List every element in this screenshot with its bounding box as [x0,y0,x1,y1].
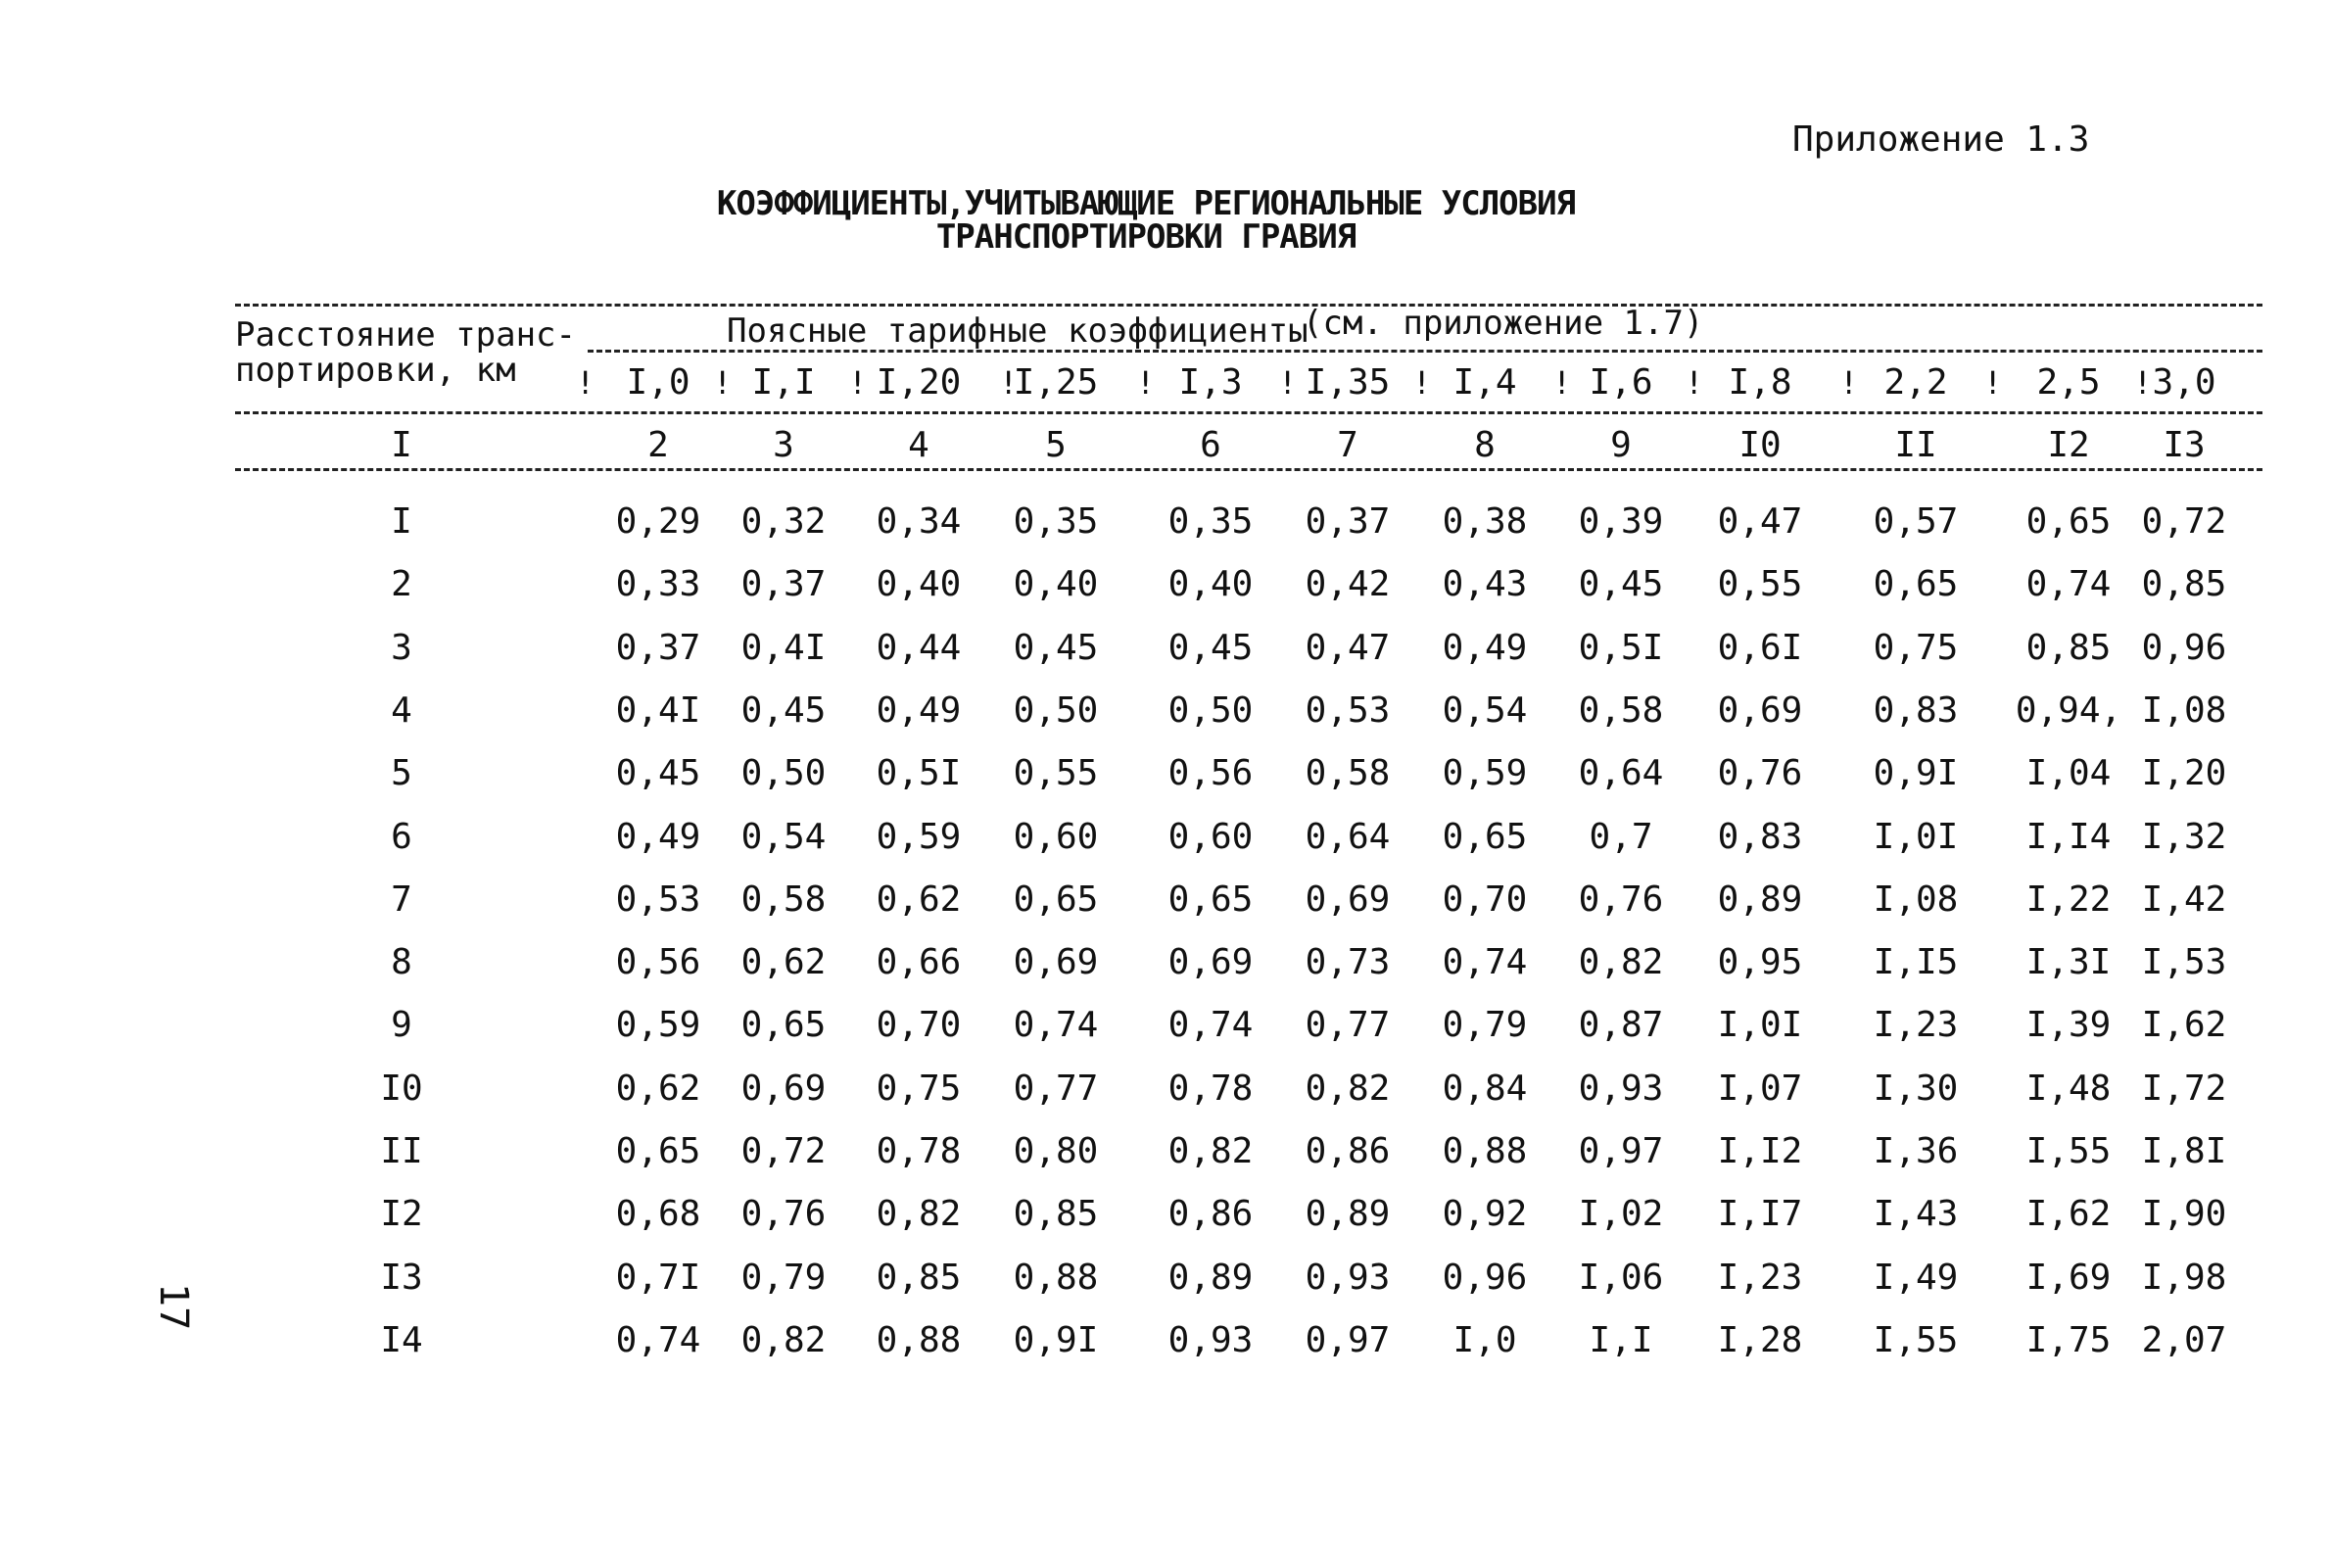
value-cell: 0,68 [615,1194,701,1235]
coefficient-header-cell: I,0 [626,362,690,403]
value-cell: I,07 [1717,1068,1803,1109]
value-cell: 0,69 [740,1068,827,1109]
value-cell: 0,45 [1013,627,1099,668]
distance-cell: I [391,501,412,542]
value-cell: 0,45 [615,753,701,794]
column-separator: ! [1552,364,1572,402]
value-cell: I,32 [2141,816,2227,857]
value-cell: 0,88 [876,1319,962,1360]
value-cell: 0,50 [1167,689,1254,731]
value-cell: I,42 [2141,879,2227,920]
value-cell: 0,55 [1717,564,1803,605]
value-cell: 0,85 [1013,1194,1099,1235]
value-cell: 0,82 [876,1194,962,1235]
value-cell: 0,78 [876,1131,962,1171]
header-group-label: Поясные тарифные коэффициенты [727,311,1309,351]
coefficient-header-cell: I,35 [1305,362,1391,403]
value-cell: 0,76 [1578,879,1664,920]
value-cell: 0,33 [615,564,701,605]
column-separator: ! [576,364,595,402]
value-cell: I,72 [2141,1068,2227,1109]
value-cell: 0,69 [1305,879,1391,920]
coefficient-header-cell: 3,0 [2152,362,2216,403]
distance-cell: I0 [380,1068,423,1109]
column-separator: ! [999,364,1019,402]
column-number-cell: 4 [908,425,929,465]
value-cell: 0,64 [1578,753,1664,794]
header-group-note: (см. приложение 1.7) [1303,304,1704,343]
value-cell: 0,66 [876,942,962,983]
value-cell: I,43 [1873,1194,1959,1235]
value-cell: 0,97 [1305,1319,1391,1360]
value-cell: 0,49 [1442,627,1528,668]
value-cell: 0,49 [876,689,962,731]
value-cell: 0,37 [615,627,701,668]
value-cell: I,90 [2141,1194,2227,1235]
appendix-label: Приложение 1.3 [1792,119,2090,160]
column-separator: ! [1278,364,1298,402]
value-cell: 0,42 [1305,564,1391,605]
value-cell: 0,80 [1013,1131,1099,1171]
value-cell: 0,74 [615,1319,701,1360]
value-cell: 0,82 [1167,1131,1254,1171]
value-cell: 0,93 [1578,1068,1664,1109]
value-cell: 0,77 [1305,1005,1391,1046]
table-title-line1: КОЭФФИЦИЕНТЫ,УЧИТЫВАЮЩИЕ РЕГИОНАЛЬНЫЕ УСЛОВИЯ [716,184,1576,223]
value-cell: 0,72 [740,1131,827,1171]
header-distance-line1: Расстояние транс- [235,315,576,355]
value-cell: 0,58 [1578,689,1664,731]
value-cell: 0,82 [1305,1068,1391,1109]
value-cell: 0,9I [1013,1319,1099,1360]
value-cell: 0,76 [740,1194,827,1235]
value-cell: 0,83 [1873,689,1959,731]
coefficient-header-cell: I,8 [1728,362,1792,403]
column-separator: ! [1685,364,1704,402]
table-title-line2: ТРАНСПОРТИРОВКИ ГРАВИЯ [935,217,1356,257]
column-separator: ! [1983,364,2003,402]
value-cell: 0,65 [2025,501,2112,542]
value-cell: I,55 [1873,1319,1959,1360]
value-cell: I,I7 [1717,1194,1803,1235]
value-cell: I,22 [2025,879,2112,920]
value-cell: 0,62 [876,879,962,920]
value-cell: 0,86 [1167,1194,1254,1235]
coefficient-header-cell: I,I [751,362,816,403]
column-number-cell: 7 [1337,425,1358,465]
value-cell: 0,4I [740,627,827,668]
value-cell: I,39 [2025,1005,2112,1046]
value-cell: 0,79 [740,1257,827,1298]
value-cell: 0,49 [615,816,701,857]
value-cell: 0,9I [1873,753,1959,794]
value-cell: 0,74 [1013,1005,1099,1046]
column-number-cell: 5 [1045,425,1067,465]
value-cell: I,28 [1717,1319,1803,1360]
value-cell: 0,5I [876,753,962,794]
value-cell: 0,77 [1013,1068,1099,1109]
coefficient-header-cell: 2,5 [2036,362,2101,403]
value-cell: 2,07 [2141,1319,2227,1360]
value-cell: I,08 [1873,879,1959,920]
value-cell: 0,86 [1305,1131,1391,1171]
value-cell: 0,59 [615,1005,701,1046]
value-cell: 0,5I [1578,627,1664,668]
value-cell: 0,65 [740,1005,827,1046]
value-cell: 0,94, [2015,689,2122,731]
value-cell: I,0I [1873,816,1959,857]
value-cell: 0,56 [1167,753,1254,794]
value-cell: 0,93 [1305,1257,1391,1298]
value-cell: 0,75 [876,1068,962,1109]
distance-cell: 9 [391,1005,412,1046]
value-cell: 0,79 [1442,1005,1528,1046]
value-cell: 0,93 [1167,1319,1254,1360]
column-number-cell: 8 [1474,425,1496,465]
value-cell: 0,40 [876,564,962,605]
header-distance-line2: портировки, км [235,351,516,390]
value-cell: I,30 [1873,1068,1959,1109]
value-cell: 0,65 [1013,879,1099,920]
value-cell: 0,69 [1717,689,1803,731]
rule-top [235,304,2262,307]
value-cell: 0,62 [615,1068,701,1109]
column-number-cell: 2 [647,425,669,465]
coefficient-header-cell: I,25 [1013,362,1099,403]
value-cell: 0,32 [740,501,827,542]
value-cell: 0,85 [2025,627,2112,668]
value-cell: I,23 [1717,1257,1803,1298]
value-cell: 0,89 [1305,1194,1391,1235]
column-separator: ! [1839,364,1859,402]
value-cell: 0,29 [615,501,701,542]
value-cell: 0,72 [2141,501,2227,542]
column-number-cell: I0 [1738,425,1782,465]
column-number-cell: II [1894,425,1937,465]
value-cell: 0,47 [1305,627,1391,668]
value-cell: 0,70 [1442,879,1528,920]
coefficient-header-cell: I,3 [1178,362,1243,403]
value-cell: 0,35 [1013,501,1099,542]
coefficient-header-cell: I,4 [1452,362,1517,403]
value-cell: 0,54 [740,816,827,857]
value-cell: 0,57 [1873,501,1959,542]
distance-cell: I4 [380,1319,423,1360]
value-cell: 0,45 [1167,627,1254,668]
value-cell: I,62 [2025,1194,2112,1235]
distance-cell: I3 [380,1257,423,1298]
distance-cell: 5 [391,753,412,794]
distance-cell: 2 [391,564,412,605]
value-cell: 0,58 [1305,753,1391,794]
page-number: 17 [151,1283,196,1331]
distance-cell: 8 [391,942,412,983]
value-cell: I,48 [2025,1068,2112,1109]
value-cell: I,I [1589,1319,1653,1360]
value-cell: 0,45 [740,689,827,731]
value-cell: 0,65 [1167,879,1254,920]
value-cell: I,I2 [1717,1131,1803,1171]
value-cell: 0,4I [615,689,701,731]
value-cell: 0,92 [1442,1194,1528,1235]
value-cell: 0,97 [1578,1131,1664,1171]
value-cell: I,04 [2025,753,2112,794]
value-cell: 0,83 [1717,816,1803,857]
column-separator: ! [2133,364,2153,402]
value-cell: 0,82 [740,1319,827,1360]
value-cell: 0,50 [1013,689,1099,731]
value-cell: 0,65 [615,1131,701,1171]
value-cell: 0,60 [1167,816,1254,857]
value-cell: 0,88 [1442,1131,1528,1171]
value-cell: 0,50 [740,753,827,794]
value-cell: 0,74 [1442,942,1528,983]
coefficient-header-cell: I,20 [876,362,962,403]
value-cell: 0,39 [1578,501,1664,542]
value-cell: 0,70 [876,1005,962,1046]
column-number-cell: 9 [1610,425,1632,465]
value-cell: 0,6I [1717,627,1803,668]
value-cell: 0,82 [1578,942,1664,983]
value-cell: I,8I [2141,1131,2227,1171]
distance-cell: 6 [391,816,412,857]
value-cell: I,75 [2025,1319,2112,1360]
value-cell: 0,53 [615,879,701,920]
value-cell: 0,85 [876,1257,962,1298]
value-cell: I,02 [1578,1194,1664,1235]
column-number-cell: I2 [2047,425,2090,465]
value-cell: 0,69 [1167,942,1254,983]
value-cell: 0,7 [1589,816,1653,857]
value-cell: I,53 [2141,942,2227,983]
value-cell: 0,44 [876,627,962,668]
value-cell: 0,43 [1442,564,1528,605]
value-cell: I,20 [2141,753,2227,794]
value-cell: 0,64 [1305,816,1391,857]
value-cell: I,3I [2025,942,2112,983]
value-cell: 0,96 [2141,627,2227,668]
value-cell: 0,55 [1013,753,1099,794]
value-cell: 0,87 [1578,1005,1664,1046]
value-cell: 0,69 [1013,942,1099,983]
value-cell: 0,74 [2025,564,2112,605]
value-cell: I,55 [2025,1131,2112,1171]
distance-cell: 3 [391,627,412,668]
value-cell: 0,38 [1442,501,1528,542]
value-cell: 0,7I [615,1257,701,1298]
value-cell: 0,59 [1442,753,1528,794]
value-cell: 0,60 [1013,816,1099,857]
value-cell: 0,75 [1873,627,1959,668]
value-cell: 0,89 [1717,879,1803,920]
distance-cell: II [380,1131,423,1171]
column-separator: ! [713,364,733,402]
column-separator: ! [1412,364,1432,402]
value-cell: 0,35 [1167,501,1254,542]
value-cell: I,0 [1452,1319,1517,1360]
value-cell: I,I4 [2025,816,2112,857]
coefficient-header-cell: I,6 [1589,362,1653,403]
value-cell: I,62 [2141,1005,2227,1046]
distance-cell: 7 [391,879,412,920]
value-cell: 0,65 [1873,564,1959,605]
value-cell: I,23 [1873,1005,1959,1046]
value-cell: 0,85 [2141,564,2227,605]
coefficient-header-cell: 2,2 [1883,362,1948,403]
column-number-cell: I3 [2163,425,2206,465]
value-cell: 0,62 [740,942,827,983]
value-cell: 0,37 [1305,501,1391,542]
value-cell: I,36 [1873,1131,1959,1171]
distance-cell: I2 [380,1194,423,1235]
value-cell: 0,54 [1442,689,1528,731]
column-number-cell: I [391,425,412,465]
column-separator: ! [1136,364,1156,402]
value-cell: 0,34 [876,501,962,542]
value-cell: 0,47 [1717,501,1803,542]
column-number-cell: 6 [1200,425,1221,465]
value-cell: I,06 [1578,1257,1664,1298]
value-cell: I,I5 [1873,942,1959,983]
distance-cell: 4 [391,689,412,731]
value-cell: 0,56 [615,942,701,983]
value-cell: I,08 [2141,689,2227,731]
rule-under-coeffs [235,411,2262,414]
value-cell: 0,73 [1305,942,1391,983]
value-cell: 0,45 [1578,564,1664,605]
value-cell: I,49 [1873,1257,1959,1298]
value-cell: 0,78 [1167,1068,1254,1109]
value-cell: I,69 [2025,1257,2112,1298]
value-cell: 0,65 [1442,816,1528,857]
value-cell: I,98 [2141,1257,2227,1298]
value-cell: 0,89 [1167,1257,1254,1298]
value-cell: 0,40 [1167,564,1254,605]
value-cell: 0,37 [740,564,827,605]
value-cell: 0,58 [740,879,827,920]
value-cell: 0,84 [1442,1068,1528,1109]
column-number-cell: 3 [773,425,794,465]
column-separator: ! [848,364,868,402]
value-cell: 0,95 [1717,942,1803,983]
value-cell: 0,96 [1442,1257,1528,1298]
value-cell: 0,40 [1013,564,1099,605]
value-cell: 0,88 [1013,1257,1099,1298]
value-cell: 0,76 [1717,753,1803,794]
value-cell: I,0I [1717,1005,1803,1046]
value-cell: 0,53 [1305,689,1391,731]
rule-under-colnums [235,468,2262,471]
value-cell: 0,59 [876,816,962,857]
value-cell: 0,74 [1167,1005,1254,1046]
